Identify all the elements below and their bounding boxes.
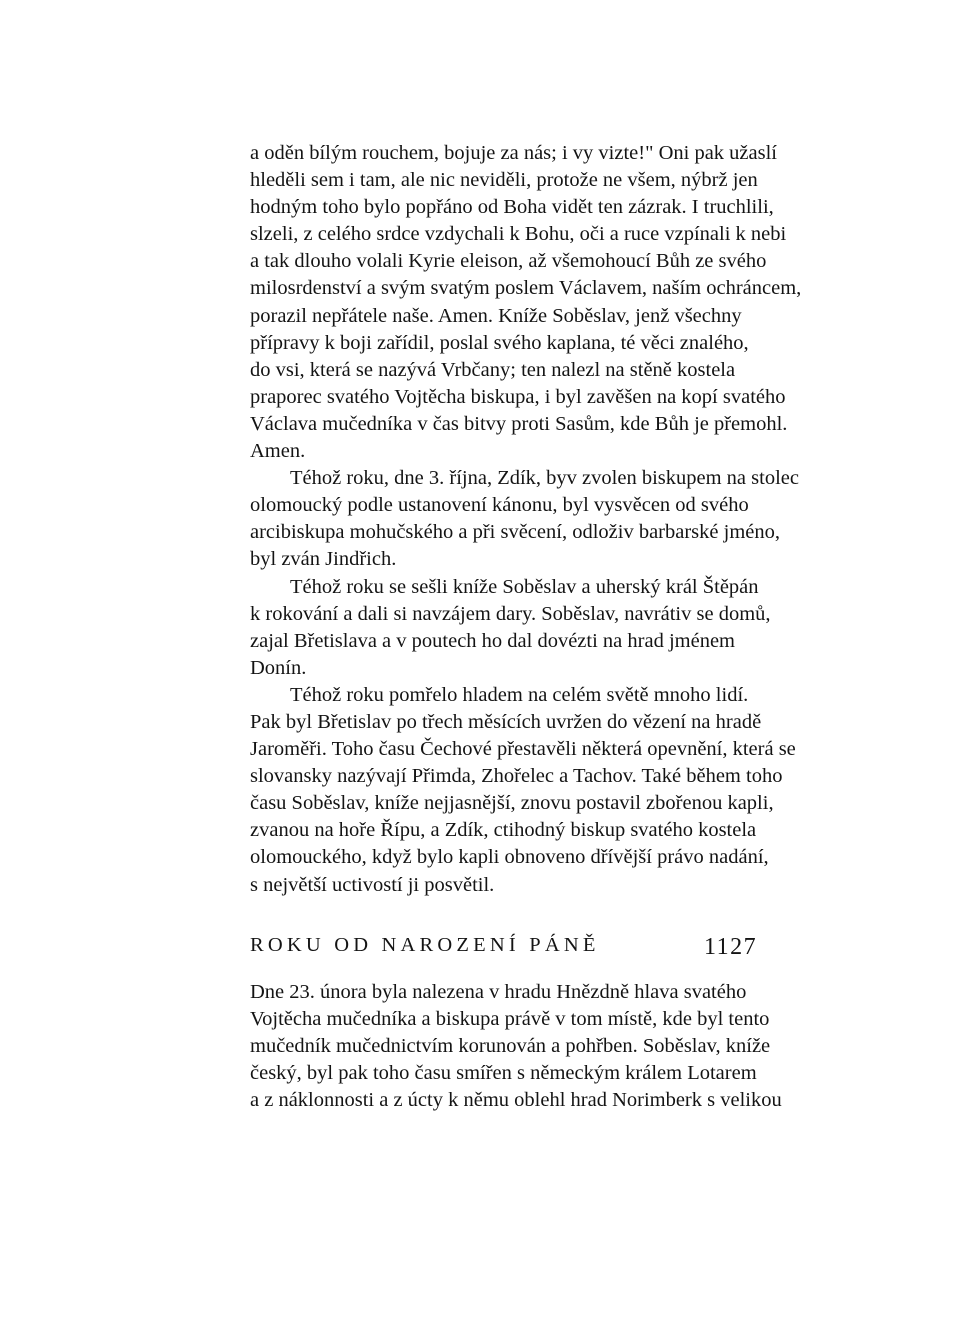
text-line: Dne 23. února byla nalezena v hradu Hnězdně hlava svatého — [250, 981, 747, 1003]
text-line: slzeli, z celého srdce vzdychali k Bohu, oči a ruce vzpínali k nebi — [250, 223, 787, 246]
text-line: Pak byl Břetislav po třech měsících uvržen do vězení na hradě — [250, 710, 762, 733]
section-heading-label: ROKU OD NAROZENÍ PÁNĚ — [250, 934, 600, 956]
section-heading — [250, 930, 870, 960]
paragraph — [250, 979, 870, 1114]
text-line: mučedník mučednictvím korunován a pohřben. Soběslav, kníže — [250, 1035, 771, 1058]
section-heading-year: 1127 — [704, 934, 758, 960]
paragraph — [250, 140, 870, 465]
text-line: Václava mučedníka v čas bitvy proti Sasům, kde Bůh je přemohl. — [250, 412, 788, 435]
text-line: do vsi, která se nazývá Vrbčany; ten nalezl na stěně kostela — [250, 358, 736, 381]
text-line: hleděli sem i tam, ale nic neviděli, protože ne všem, nýbrž jen — [250, 169, 758, 192]
text-line: byl zván Jindřich. — [250, 548, 397, 571]
text-line: praporec svatého Vojtěcha biskupa, i byl zavěšen na kopí svatého — [250, 385, 786, 408]
text-line: arcibiskupa mohučského a při svěcení, odloživ barbarské jméno, — [250, 521, 780, 544]
text-line: hodným toho bylo popřáno od Boha vidět ten zázrak. I truchlili, — [250, 196, 774, 219]
text-line: Vojtěcha mučedníka a biskupa právě v tom místě, kde byl tento — [250, 1008, 770, 1031]
text-line: porazil nepřátele naše. Amen. Kníže Soběslav, jenž všechny — [250, 304, 742, 327]
paragraph — [250, 465, 870, 573]
text-block-top — [250, 140, 870, 899]
text-line: milosrdenství a svým svatým poslem Václavem, naším ochráncem, — [250, 277, 802, 300]
text-line: olomoucký podle ustanovení kánonu, byl vysvěcen od svého — [250, 494, 749, 517]
text-line: český, byl pak toho času smířen s německým králem Lotarem — [250, 1062, 757, 1085]
text-line: Téhož roku se sešli kníže Soběslav a uherský král Štěpán — [290, 575, 759, 598]
paragraph — [250, 682, 870, 899]
text-line: s největší uctivostí ji posvětil. — [250, 873, 495, 896]
text-line: Amen. — [250, 440, 306, 463]
text-line: a tak dlouho volali Kyrie eleison, až všemohoucí Bůh ze svého — [250, 250, 767, 273]
text-line: a oděn bílým rouchem, bojuje za nás; i vy vizte!" Oni pak užaslí — [250, 142, 777, 164]
text-line: zvanou na hoře Řípu, a Zdík, ctihodný biskup svatého kostela — [250, 819, 757, 842]
text-line: přípravy k boji zařídil, poslal svého kaplana, té věci znalého, — [250, 331, 749, 354]
paragraph — [250, 574, 870, 682]
text-block-bottom — [250, 979, 870, 1114]
text-line: Téhož roku pomřelo hladem na celém světě mnoho lidí. — [290, 683, 749, 706]
text-line: zajal Břetislava a v poutech ho dal dovézti na hrad jménem — [250, 629, 735, 652]
text-line: Jaroměři. Toho času Čechové přestavěli některá opevnění, která se — [250, 738, 796, 761]
text-line: k rokování a dali si navzájem dary. Soběslav, navrátiv se domů, — [250, 602, 771, 625]
text-line: Donín. — [250, 656, 307, 679]
text-line: času Soběslav, kníže nejjasnější, znovu postavil zbořenou kapli, — [250, 792, 774, 815]
text-line: slovansky nazývají Přimda, Zhořelec a Tachov. Také během toho — [250, 765, 783, 788]
text-line: olomouckého, když bylo kapli obnoveno dřívější právo nadání, — [250, 846, 769, 869]
text-line: a z náklonnosti a z úcty k němu oblehl hrad Norimberk s velikou — [250, 1089, 782, 1112]
text-line: Téhož roku, dne 3. října, Zdík, byv zvolen biskupem na stolec — [290, 467, 799, 490]
